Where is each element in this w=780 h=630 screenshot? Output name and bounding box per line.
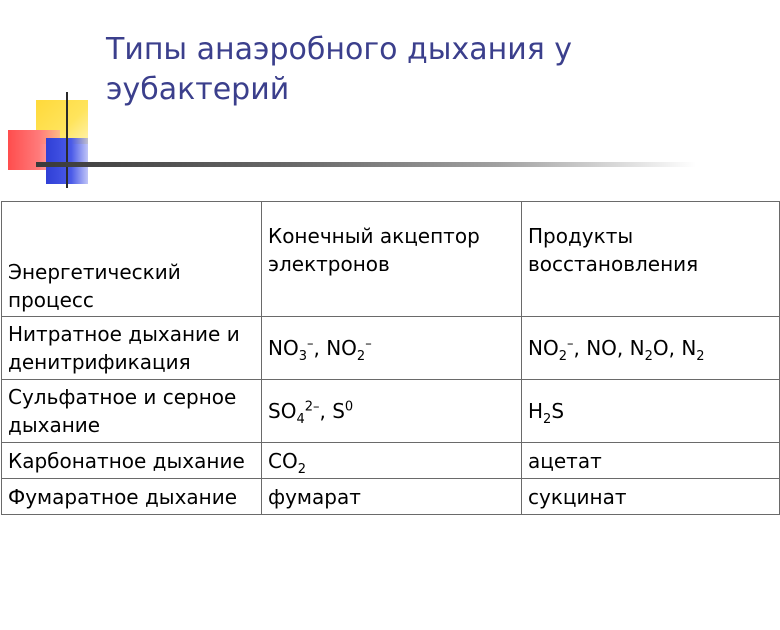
cell-products: $H_2S$	[522, 380, 780, 443]
title-underline	[36, 162, 696, 167]
table-row	[2, 317, 780, 380]
cell-acceptor: фумарат	[262, 479, 522, 515]
cell-acceptor: $SO_4^{2-}$, $S^0$	[262, 380, 522, 443]
header-process: Энергетический процесс	[2, 202, 262, 317]
cell-process: Нитратное дыхание и денитрификация	[2, 317, 262, 380]
table-row	[2, 380, 780, 443]
table-header-row	[2, 202, 780, 317]
cell-acceptor: $CO_2$	[262, 443, 522, 479]
cell-process: Карбонатное дыхание	[2, 443, 262, 479]
cell-products: сукцинат	[522, 479, 780, 515]
header-acceptor: Конечный акцептор электронов	[262, 202, 522, 317]
table-row	[2, 479, 780, 515]
slide-title: Типы анаэробного дыхания у эубактерий	[106, 32, 573, 107]
cell-acceptor: $NO_3^-$, $NO_2^-$	[262, 317, 522, 380]
cell-products: ацетат	[522, 443, 780, 479]
table-row	[2, 443, 780, 479]
decorative-vertical-line	[66, 92, 68, 188]
cell-process: Сульфатное и серное дыхание	[2, 380, 262, 443]
cell-products: $NO_2^-$, NO, $N_2O$, $N_2$	[522, 317, 780, 380]
cell-process: Фумаратное дыхание	[2, 479, 262, 515]
respiration-table	[1, 201, 780, 515]
header-products: Продукты восстановления	[522, 202, 780, 317]
